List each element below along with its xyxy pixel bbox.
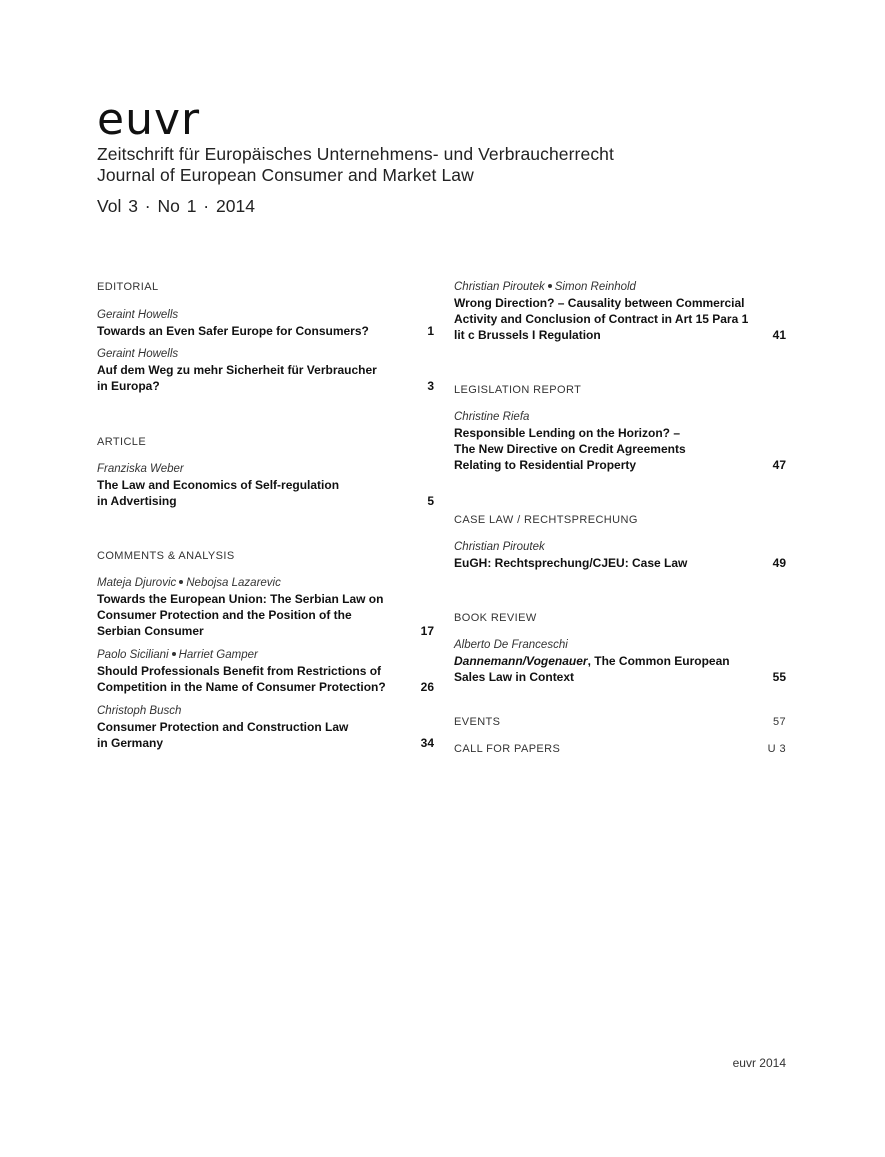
title-italic-part: Dannemann/Vogenauer	[454, 654, 588, 668]
title-rest: , The Common European	[587, 654, 730, 668]
toc-entry[interactable]	[97, 347, 434, 394]
entry-title: Towards an Even Safer Europe for Consumers?	[97, 324, 369, 338]
toc-entry[interactable]	[454, 280, 786, 343]
section-heading-editorial: EDITORIAL	[97, 281, 159, 293]
subtitle-german: Zeitschrift für Europäisches Unternehmens- und Verbraucherrecht	[97, 144, 614, 164]
toc-entry-events[interactable]	[454, 715, 786, 729]
entry-page: 17	[420, 624, 434, 638]
journal-logo: euvr	[97, 94, 201, 145]
toc-entry[interactable]	[97, 308, 434, 339]
entry-title: Towards the European Union: The Serbian Law on Consumer Protection and the Position of the Serbian Consumer	[97, 592, 384, 638]
toc-entry-call-for-papers[interactable]	[454, 742, 786, 756]
entry-title: The Law and Economics of Self-regulation in Advertising	[97, 478, 340, 508]
toc-entry[interactable]	[454, 540, 786, 571]
bullet-separator-icon	[172, 652, 176, 656]
toc-entry[interactable]	[454, 638, 786, 685]
section-heading-comments: COMMENTS & ANALYSIS	[97, 550, 235, 562]
entry-page: 49	[772, 556, 786, 570]
entry-label: EVENTS	[454, 716, 501, 728]
entry-author	[97, 648, 434, 663]
entry-page: 47	[772, 458, 786, 472]
entry-title: Should Professionals Benefit from Restrictions of Competition in the Name of Consumer Protection?	[97, 664, 386, 694]
entry-title: EuGH: Rechtsprechung/CJEU: Case Law	[454, 556, 688, 570]
entry-title: Wrong Direction? – Causality between Commercial Activity and Conclusion of Contract in Art 15 Para 1 lit c Brussels I Regulation	[454, 296, 749, 342]
toc-entry[interactable]	[97, 704, 434, 751]
title-line2: Sales Law in Context	[454, 670, 575, 684]
bullet-separator-icon	[548, 284, 552, 288]
entry-author: Geraint Howells	[97, 309, 179, 321]
entry-author	[454, 280, 786, 295]
section-heading-article: ARTICLE	[97, 436, 147, 448]
author-name: Harriet Gamper	[178, 649, 258, 661]
issue-info: Vol 3 · No 1 · 2014	[97, 196, 255, 216]
entry-author: Christian Piroutek	[454, 541, 545, 553]
entry-author: Franziska Weber	[97, 463, 184, 475]
toc-entry[interactable]	[97, 648, 434, 695]
toc-right-column	[454, 280, 786, 756]
entry-title: Auf dem Weg zu mehr Sicherheit für Verbraucher in Europa?	[97, 363, 377, 393]
entry-title	[454, 653, 786, 685]
author-name: Christian Piroutek	[454, 281, 545, 293]
section-heading-caselaw: CASE LAW / RECHTSPRECHUNG	[454, 514, 638, 526]
entry-page: 41	[772, 328, 786, 342]
entry-page: 1	[427, 324, 434, 338]
entry-page: 5	[427, 494, 434, 508]
entry-title: Consumer Protection and Construction Law in Germany	[97, 720, 349, 750]
toc-left-column	[97, 280, 434, 751]
entry-page: 3	[427, 379, 434, 393]
author-name: Paolo Siciliani	[97, 649, 169, 661]
author-name: Simon Reinhold	[554, 281, 636, 293]
toc-entry[interactable]	[97, 462, 434, 509]
entry-author: Christine Riefa	[454, 411, 530, 423]
author-name: Nebojsa Lazarevic	[186, 577, 281, 589]
entry-author: Geraint Howells	[97, 348, 179, 360]
masthead	[97, 94, 797, 217]
entry-author: Alberto De Franceschi	[454, 639, 568, 651]
subtitle-english: Journal of European Consumer and Market Law	[97, 165, 474, 185]
entry-title: Responsible Lending on the Horizon? – The New Directive on Credit Agreements Relating to Residential Property	[454, 426, 686, 472]
page-footer: euvr 2014	[732, 1056, 786, 1070]
entry-page: 34	[420, 736, 434, 750]
section-heading-bookreview: BOOK REVIEW	[454, 612, 537, 624]
bullet-separator-icon	[179, 580, 183, 584]
entry-label: CALL FOR PAPERS	[454, 743, 561, 755]
entry-page: 55	[772, 670, 786, 684]
entry-page: 57	[772, 716, 786, 728]
toc-entry[interactable]	[454, 410, 786, 473]
section-heading-legislation: LEGISLATION REPORT	[454, 384, 582, 396]
author-name: Mateja Djurovic	[97, 577, 177, 589]
entry-author: Christoph Busch	[97, 705, 182, 717]
entry-page: U 3	[767, 743, 786, 755]
entry-page: 26	[420, 680, 434, 694]
entry-author	[97, 576, 434, 591]
toc-entry[interactable]	[97, 576, 434, 639]
